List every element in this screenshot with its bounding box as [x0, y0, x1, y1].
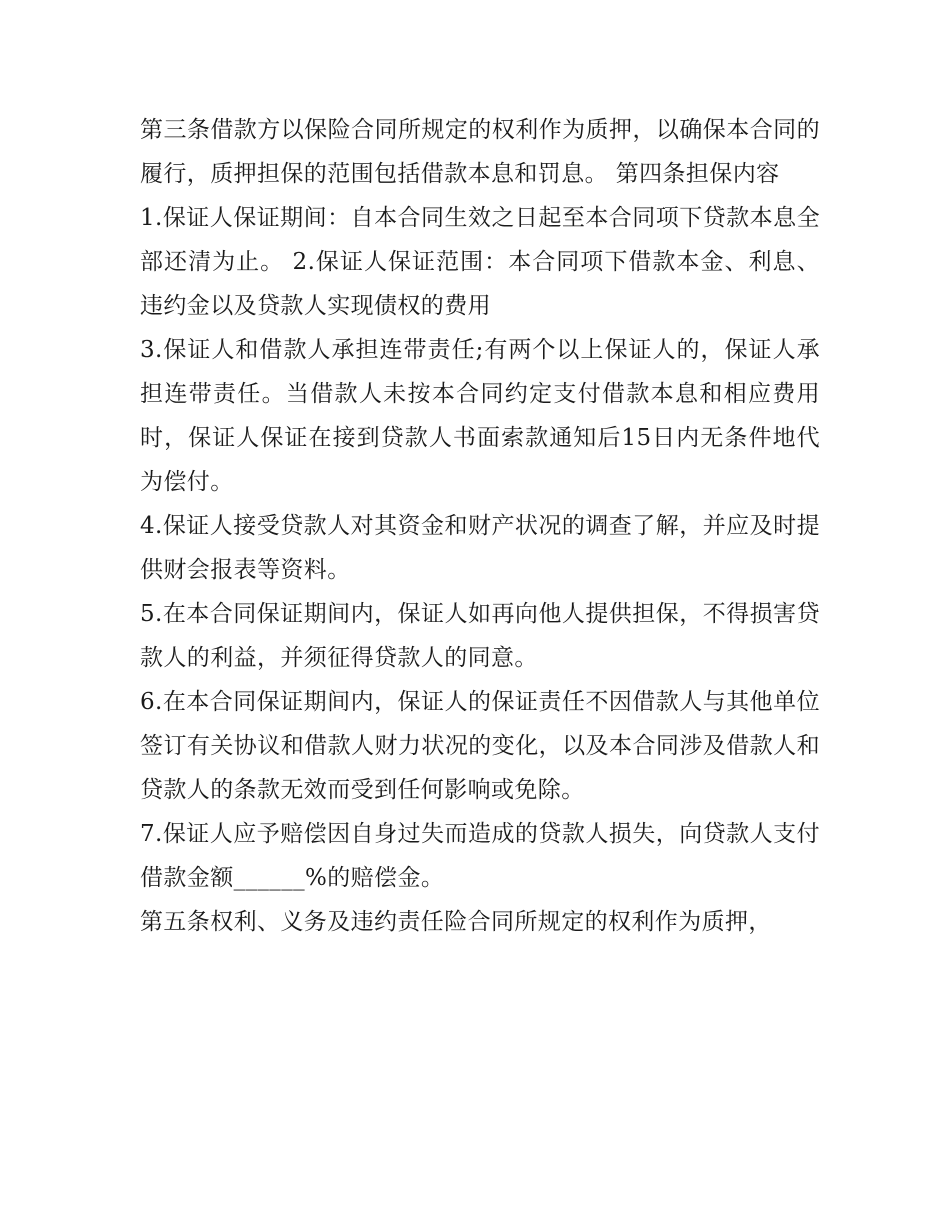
document-body — [140, 108, 820, 944]
paragraph-article-3: 第三条借款方以保险合同所规定的权利作为质押，以确保本合同的履行，质押担保的范围包括借款本息和罚息。 第四条担保内容 — [140, 117, 820, 187]
paragraph-item-7: 7.保证人应予赔偿因自身过失而造成的贷款人损失，向贷款人支付借款金额______%的赔偿金。 — [140, 821, 820, 891]
paragraph-item-5: 5.在本合同保证期间内，保证人如再向他人提供担保，不得损害贷款人的利益，并须征得贷款人的同意。 — [140, 601, 820, 671]
paragraph-item-3: 3.保证人和借款人承担连带责任;有两个以上保证人的，保证人承担连带责任。当借款人未按本合同约定支付借款本息和相应费用时，保证人保证在接到贷款人书面索款通知后15日内无条件地代为偿付。 — [140, 337, 820, 495]
paragraph-item-4: 4.保证人接受贷款人对其资金和财产状况的调查了解，并应及时提供财会报表等资料。 — [140, 513, 820, 583]
paragraph-article-5: 第五条权利、义务及违约责任险合同所规定的权利作为质押， — [140, 909, 772, 935]
paragraph-item-6: 6.在本合同保证期间内，保证人的保证责任不因借款人与其他单位签订有关协议和借款人财力状况的变化，以及本合同涉及借款人和贷款人的条款无效而受到任何影响或免除。 — [140, 689, 820, 803]
paragraph-item-1-2: 1.保证人保证期间：自本合同生效之日起至本合同项下贷款本息全部还清为止。 2.保证人保证范围：本合同项下借款本金、利息、违约金以及贷款人实现债权的费用 — [140, 205, 820, 319]
